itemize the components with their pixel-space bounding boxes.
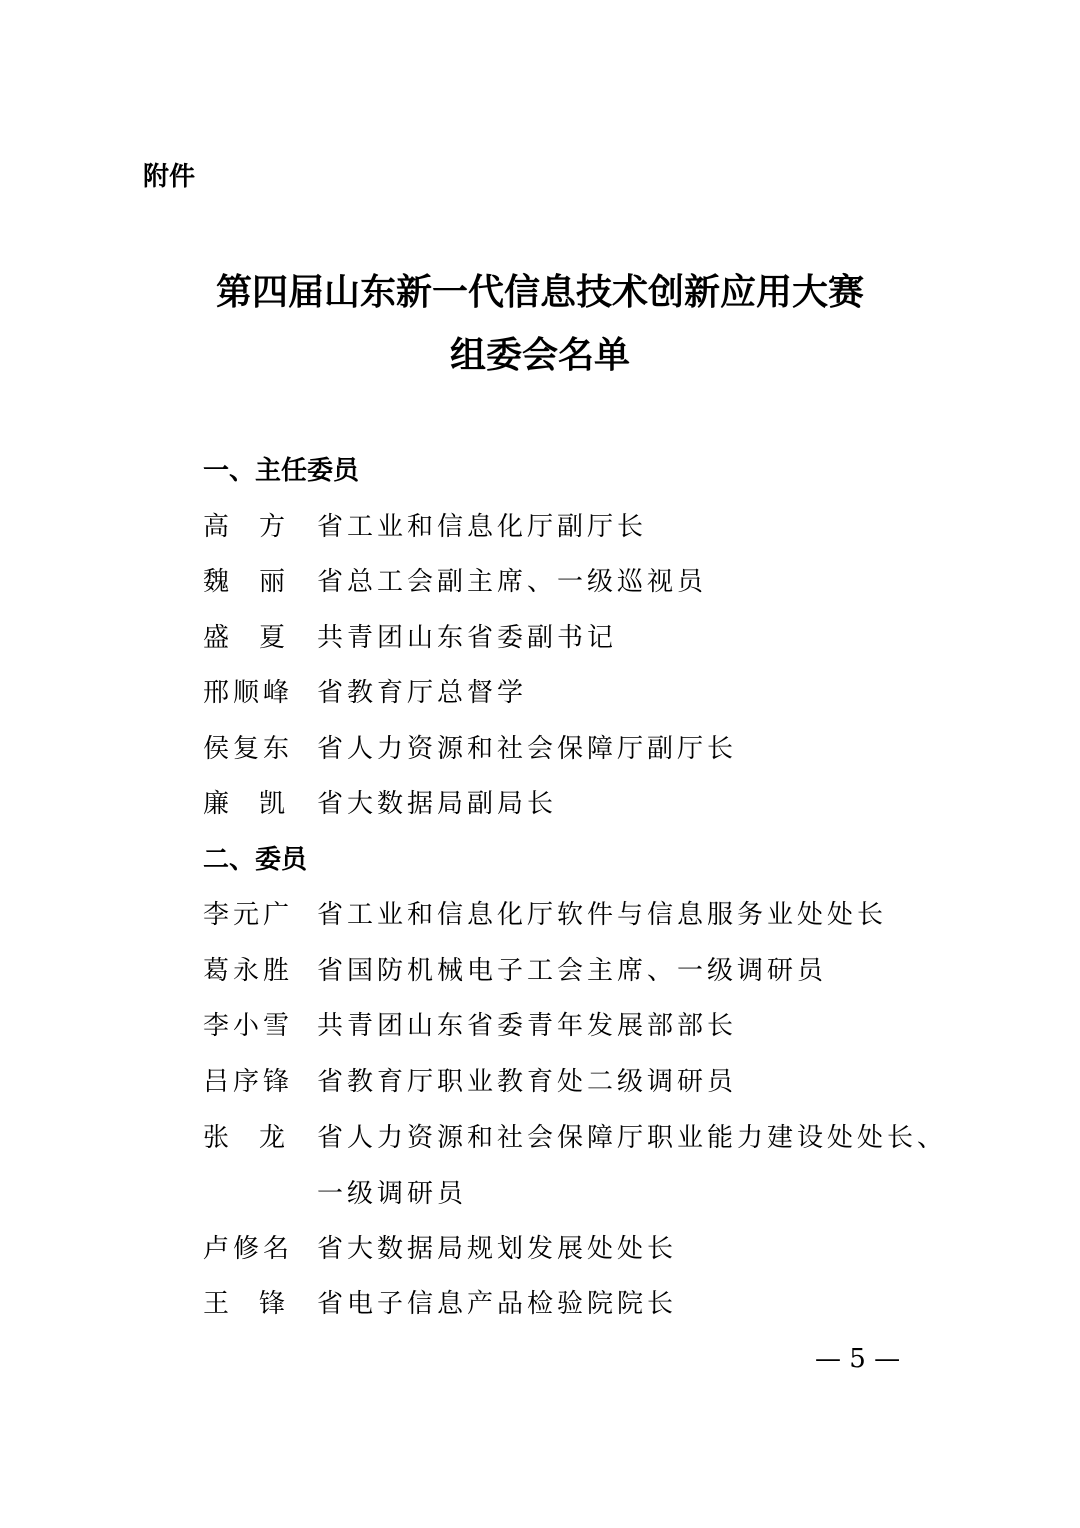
member-row bbox=[203, 673, 963, 713]
member-row bbox=[203, 1229, 963, 1269]
member-row bbox=[203, 951, 963, 991]
member-title: 共青团山东省委副书记 bbox=[317, 623, 618, 653]
member-row bbox=[203, 784, 963, 824]
member-title: 省大数据局副局长 bbox=[317, 789, 558, 819]
member-title: 省教育厅总督学 bbox=[317, 678, 528, 708]
member-row bbox=[203, 895, 963, 935]
member-name: 吕序锋 bbox=[203, 1067, 294, 1097]
member-name: 高方 bbox=[203, 512, 316, 542]
member-name: 盛夏 bbox=[203, 623, 316, 653]
member-name: 张龙 bbox=[203, 1123, 316, 1153]
member-name: 李元广 bbox=[203, 900, 294, 930]
page-number: — 5 — bbox=[815, 1344, 901, 1374]
section-heading-chair-members: 一、主任委员 bbox=[203, 456, 360, 486]
member-row bbox=[203, 1062, 963, 1102]
member-row bbox=[203, 1118, 963, 1214]
member-row bbox=[203, 507, 963, 547]
member-row bbox=[203, 1284, 963, 1324]
member-title: 省人力资源和社会保障厅职业能力建设处处长、 bbox=[317, 1123, 948, 1153]
member-name: 廉凯 bbox=[203, 789, 316, 819]
section-heading-members: 二、委员 bbox=[203, 845, 308, 875]
member-title: 省国防机械电子工会主席、一级调研员 bbox=[317, 956, 828, 986]
attachment-label: 附件 bbox=[143, 162, 196, 192]
member-name: 葛永胜 bbox=[203, 956, 294, 986]
member-title: 省电子信息产品检验院院长 bbox=[317, 1289, 678, 1319]
member-name: 卢修名 bbox=[203, 1234, 294, 1264]
member-row bbox=[203, 618, 963, 658]
member-title: 省工业和信息化厅副厅长 bbox=[317, 512, 648, 542]
member-name: 邢顺峰 bbox=[203, 678, 294, 708]
member-title: 省工业和信息化厅软件与信息服务业处处长 bbox=[317, 900, 888, 930]
member-title: 省教育厅职业教育处二级调研员 bbox=[317, 1067, 738, 1097]
member-row bbox=[203, 1006, 963, 1046]
member-title: 省大数据局规划发展处处长 bbox=[317, 1234, 678, 1264]
member-name: 王锋 bbox=[203, 1289, 316, 1319]
member-name: 侯复东 bbox=[203, 734, 294, 764]
member-name: 魏丽 bbox=[203, 567, 316, 597]
document-title-line-1: 第四届山东新一代信息技术创新应用大赛 bbox=[215, 271, 864, 313]
member-name: 李小雪 bbox=[203, 1011, 294, 1041]
member-title: 省总工会副主席、一级巡视员 bbox=[317, 567, 708, 597]
document-title-line-2: 组委会名单 bbox=[449, 334, 630, 376]
member-row bbox=[203, 562, 963, 602]
member-title: 省人力资源和社会保障厅副厅长 bbox=[317, 734, 738, 764]
member-title-continuation: 一级调研员 bbox=[317, 1179, 468, 1209]
member-title: 共青团山东省委青年发展部部长 bbox=[317, 1011, 738, 1041]
member-row bbox=[203, 729, 963, 769]
